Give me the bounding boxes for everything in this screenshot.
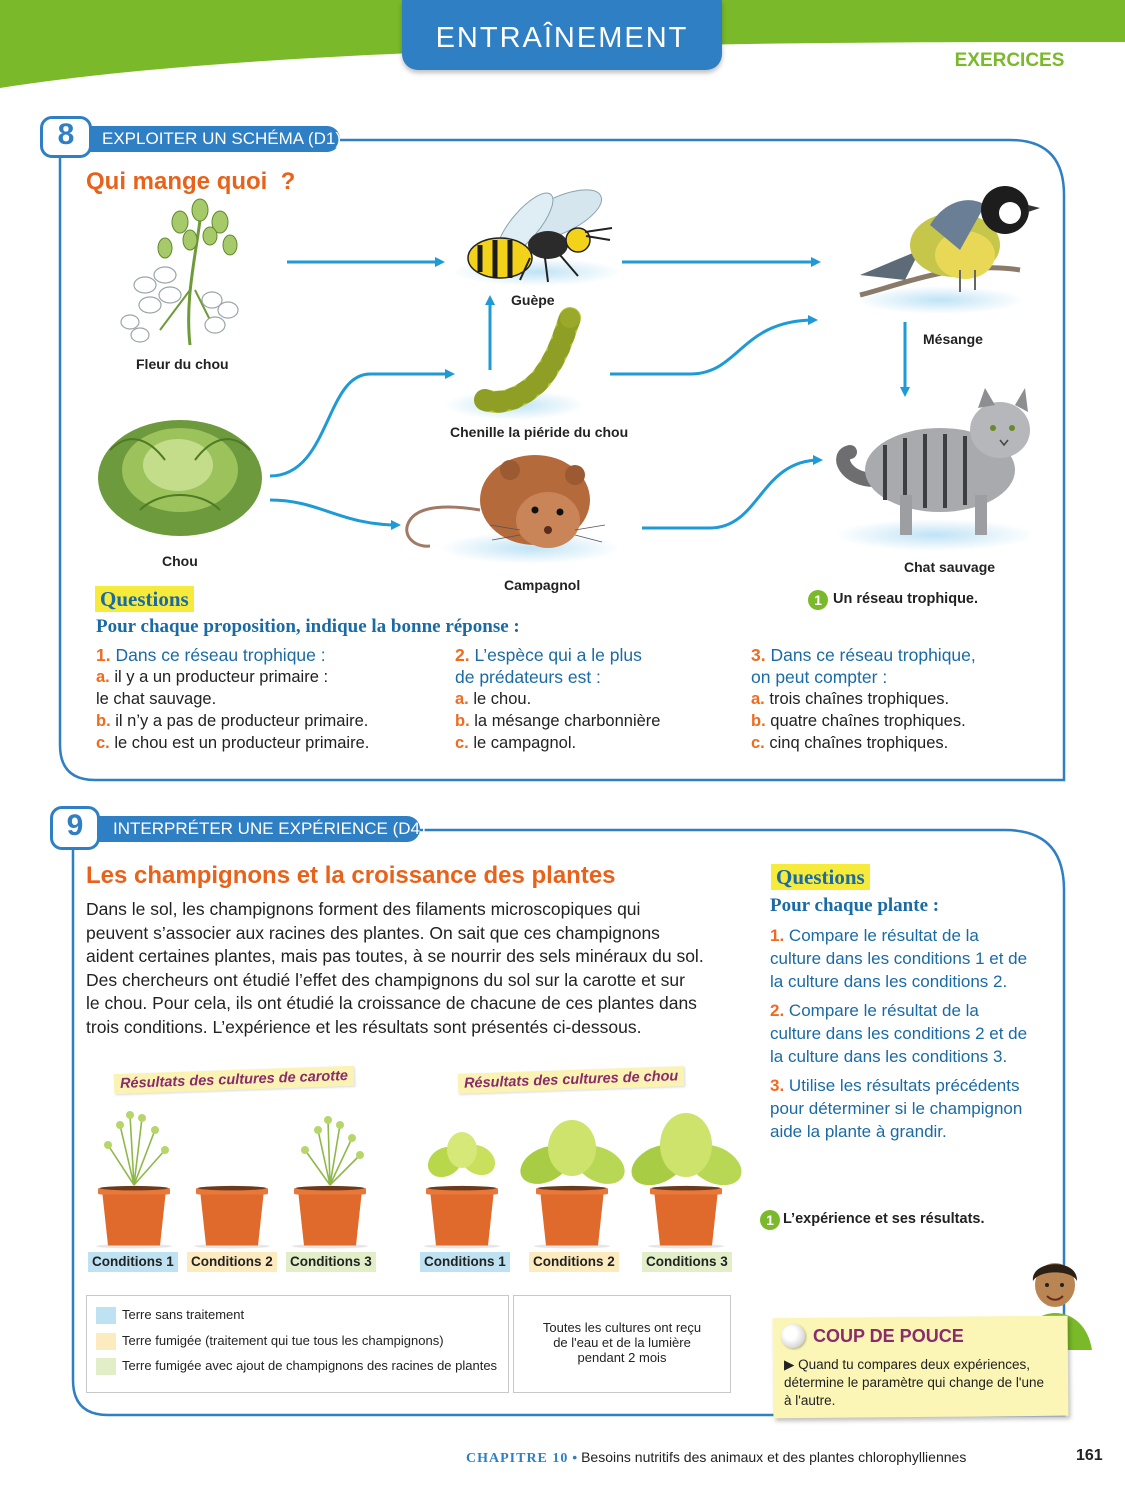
q2-text: L’espèce qui a le plus — [474, 645, 642, 665]
ex9-caption-badge: 1 — [760, 1210, 780, 1230]
arrow-campagnol-chat — [642, 460, 820, 528]
ex8-title: Qui mange quoi ? — [86, 168, 296, 195]
cabbage-leaves-1 — [422, 1132, 500, 1183]
label-chenille: Chenille la piéride du chou — [450, 424, 629, 440]
q2-b-text: la mésange charbonnière — [474, 712, 661, 730]
carrot-cond-2: Conditions 2 — [187, 1252, 277, 1272]
q1-a-letter: a. — [96, 668, 110, 686]
tip-line: à l'autre. — [784, 1393, 836, 1408]
arrow-chou-chenille — [270, 374, 452, 476]
ex9-number: 9 — [66, 809, 84, 842]
q3-a-text: trois chaînes trophiques. — [769, 690, 950, 708]
q3-b-letter: b. — [751, 712, 766, 730]
ex9-q2-line: Compare le résultat de la — [788, 1001, 979, 1020]
ex9-caption: L’expérience et ses résultats. — [783, 1211, 985, 1227]
q2-c-letter: c. — [455, 734, 469, 752]
ex8-number: 8 — [57, 118, 75, 151]
q3-text: Dans ce réseau trophique, — [770, 645, 976, 665]
tip-line: détermine le paramètre qui change de l'une — [784, 1375, 1044, 1390]
ex9-question-1 — [770, 924, 1060, 993]
cabbage-pot-2 — [534, 1186, 610, 1249]
label-chat: Chat sauvage — [904, 559, 996, 575]
legend-swatch-1 — [96, 1307, 116, 1324]
q1-c-text: le chou est un producteur primaire. — [114, 734, 370, 752]
legend-swatch-3 — [96, 1358, 116, 1375]
q2-num: 2. — [455, 645, 470, 665]
food-web-diagram — [0, 0, 1125, 620]
cabbage-leaves-3 — [625, 1113, 748, 1193]
ex9-para-line: trois conditions. L’expérience et les résultats sont présentés ci-dessous. — [86, 1016, 642, 1037]
q3-num: 3. — [751, 645, 766, 665]
carrot-cond-1: Conditions 1 — [88, 1252, 178, 1272]
cabbage-flower-illustration — [121, 199, 238, 345]
q1-a-text: il y a un producteur primaire : — [114, 668, 329, 686]
label-fleur: Fleur du chou — [136, 356, 229, 372]
tit-bird-illustration — [860, 186, 1040, 295]
ex9-para-line: aident certaines plantes, mais pas toutes, à se nourrir des sels minéraux du sol. — [86, 946, 704, 966]
note-line: de l'eau et de la lumière — [553, 1335, 691, 1350]
footer-separator: • — [572, 1449, 578, 1465]
ex9-paragraph — [86, 898, 746, 1039]
q2-a-letter: a. — [455, 690, 469, 708]
ex9-q1-line: Compare le résultat de la — [788, 926, 979, 945]
ex9-q2-line: la culture dans les conditions 3. — [770, 1047, 1008, 1066]
label-guepe: Guèpe — [511, 292, 555, 308]
cabbage-cond-1: Conditions 1 — [420, 1252, 510, 1272]
ex9-q3-line: aide la plante à grandir. — [770, 1122, 947, 1141]
tip-arrow-icon: ▶ — [784, 1357, 799, 1372]
ex9-q2-num: 2. — [770, 1001, 785, 1020]
ex9-para-line: Dans le sol, les champignons forment des filaments microscopiques qui — [86, 899, 641, 919]
vole-illustration — [407, 455, 605, 548]
legend-text-2: Terre fumigée (traitement qui tue tous les champignons) — [122, 1333, 444, 1348]
cabbage-results-label: Résultats des cultures de chou — [458, 1066, 685, 1094]
ex9-para-line: Des chercheurs ont étudié l’effet des champignons du sol sur la carotte et sur — [86, 969, 685, 990]
ex8-question-3 — [751, 644, 1051, 754]
cabbage-illustration — [98, 420, 262, 536]
exercices-tab[interactable]: EXERCICES — [950, 44, 1069, 76]
ex9-question-3 — [770, 1074, 1060, 1143]
ex9-q3-line: pour déterminer si le champignon — [770, 1099, 1023, 1118]
q3-b-text: quatre chaînes trophiques. — [770, 712, 966, 730]
q1-text: Dans ce réseau trophique : — [115, 645, 326, 665]
cabbage-pot-3 — [648, 1186, 724, 1249]
pots-illustration — [0, 1090, 760, 1250]
ex9-q3-line: Utilise les résultats précédents — [788, 1076, 1020, 1095]
carrot-pot-2 — [194, 1186, 270, 1249]
q1-b-text: il n’y a pas de producteur primaire. — [115, 712, 369, 730]
ex8-instruction: Pour chaque proposition, indique la bonne réponse : — [96, 616, 520, 637]
caterpillar-illustration — [485, 308, 580, 402]
carrot-foliage-3 — [305, 1120, 360, 1185]
arrow-chenille-mesange — [610, 320, 815, 374]
tip-title: COUP DE POUCE — [813, 1326, 964, 1346]
ex8-caption-badge: 1 — [808, 590, 828, 610]
ex8-caption: Un réseau trophique. — [833, 591, 979, 607]
note-line: Toutes les cultures ont reçu — [542, 1320, 702, 1335]
tip-pin-icon — [781, 1324, 805, 1348]
q1-num: 1. — [96, 645, 111, 665]
ex8-question-1 — [96, 644, 436, 754]
q2-b-letter: b. — [455, 712, 470, 730]
legend-row-1 — [96, 1305, 244, 1325]
ex9-q3-num: 3. — [770, 1076, 785, 1095]
q2-a-text: le chou. — [473, 690, 532, 708]
ex9-q1-line: la culture dans les conditions 2. — [770, 972, 1008, 991]
label-chou: Chou — [162, 553, 198, 569]
ex9-instruction: Pour chaque plante : — [770, 895, 940, 916]
footer — [466, 1449, 966, 1467]
footer-chapter: CHAPITRE 10 — [466, 1451, 569, 1466]
q2-text2: de prédateurs est : — [455, 667, 601, 687]
ex9-q1-line: culture dans les conditions 1 et de — [770, 949, 1028, 968]
legend-swatch-2 — [96, 1333, 116, 1350]
page-number: 161 — [1076, 1447, 1103, 1464]
ex9-questions-label: Questions — [771, 864, 870, 890]
note-box — [513, 1295, 731, 1393]
legend-row-2 — [96, 1331, 444, 1351]
legend-text-1: Terre sans traitement — [122, 1307, 245, 1322]
ex9-title: Les champignons et la croissance des plantes — [86, 862, 616, 889]
q2-c-text: le campagnol. — [473, 734, 577, 752]
arrow-chou-campagnol — [270, 500, 398, 525]
q3-c-text: cinq chaînes trophiques. — [769, 734, 949, 752]
label-mesange: Mésange — [923, 331, 983, 347]
q1-a-text2: le chat sauvage. — [96, 690, 217, 708]
wildcat-illustration — [843, 388, 1030, 535]
tip-line: Quand tu compares deux expériences, — [798, 1357, 1031, 1372]
tip-text — [784, 1356, 1064, 1410]
cabbage-cond-3: Conditions 3 — [642, 1252, 732, 1272]
footer-title: Besoins nutritifs des animaux et des plantes chlorophylliennes — [581, 1449, 967, 1465]
carrot-leaflets — [104, 1111, 364, 1159]
ex9-q2-line: culture dans les conditions 2 et de — [770, 1024, 1028, 1043]
ex9-para-line: peuvent s’associer aux racines des plantes. On sait que ces champignons — [86, 922, 660, 943]
cabbage-pot-1 — [424, 1186, 500, 1249]
ex9-tag: INTERPRÉTER UNE EXPÉRIENCE (D4) — [113, 819, 426, 838]
q3-a-letter: a. — [751, 690, 765, 708]
ex8-tag: EXPLOITER UN SCHÉMA (D1) — [102, 129, 341, 148]
label-campagnol: Campagnol — [504, 577, 581, 593]
carrot-cond-3: Conditions 3 — [286, 1252, 376, 1272]
q1-c-letter: c. — [96, 734, 110, 752]
q1-b-letter: b. — [96, 712, 111, 730]
ex8-question-2 — [455, 644, 745, 754]
carrot-pot-3 — [292, 1186, 368, 1249]
carrot-results-label: Résultats des cultures de carotte — [114, 1066, 355, 1094]
ex8-questions-label: Questions — [95, 586, 194, 612]
cabbage-cond-2: Conditions 2 — [529, 1252, 619, 1272]
carrot-pot-1 — [96, 1186, 172, 1249]
q3-text2: on peut compter : — [751, 667, 888, 687]
cabbage-leaves-2 — [514, 1120, 630, 1191]
q3-c-letter: c. — [751, 734, 765, 752]
ex9-question-2 — [770, 999, 1060, 1068]
ex9-q1-num: 1. — [770, 926, 785, 945]
note-line: pendant 2 mois — [577, 1350, 667, 1365]
legend-text-3: Terre fumigée avec ajout de champignons des racines de plantes — [122, 1358, 498, 1373]
ex9-para-line: le chou. Pour cela, ils ont étudié la croissance de chacune de ces plantes dans — [86, 993, 697, 1013]
header-title: ENTRAÎNEMENT — [435, 22, 689, 54]
legend-row-3 — [96, 1356, 497, 1376]
